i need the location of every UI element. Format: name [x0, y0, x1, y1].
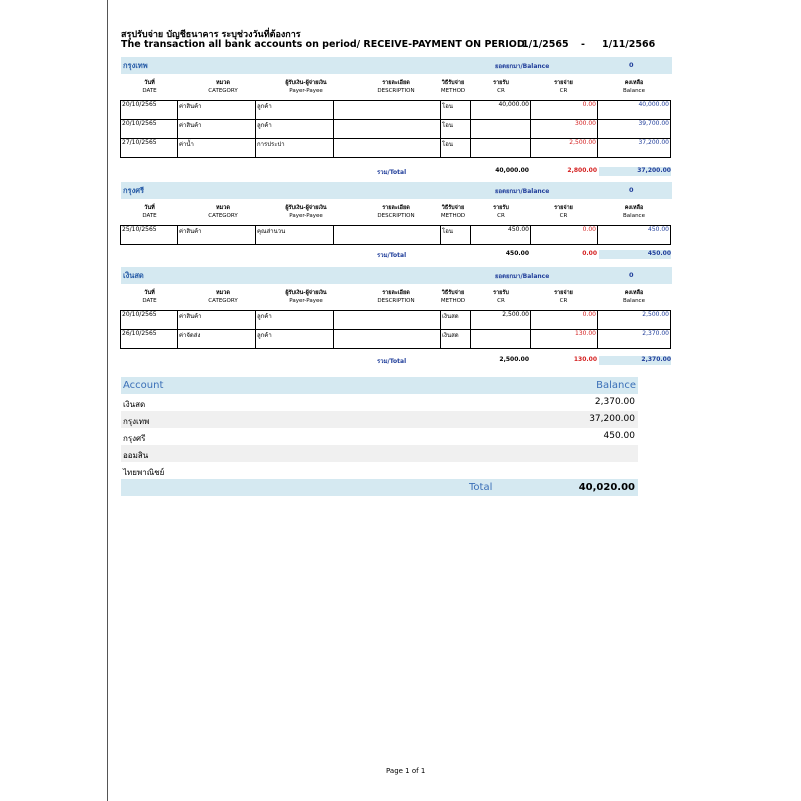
summary-account-name: เงินสด: [123, 400, 146, 409]
column-header-english: Balance: [623, 213, 645, 219]
cell-category: ค่าสินค้า: [178, 226, 256, 245]
summary-row: [121, 445, 638, 462]
table-row: [121, 101, 671, 120]
column-header-thai: วิธีรับจ่าย: [441, 80, 465, 86]
column-header-english: CR: [497, 88, 505, 94]
cell-balance: 40,000.00: [598, 101, 671, 120]
cell-category: ค่าน้ำ: [178, 139, 256, 158]
account-name: กรุงศรี: [123, 186, 145, 195]
cell-in: [471, 330, 531, 349]
column-header-english: CATEGORY: [208, 213, 238, 219]
cell-date: 27/10/2565: [121, 139, 178, 158]
column-header-bal: [599, 289, 669, 305]
column-header-english: DESCRIPTION: [377, 298, 415, 304]
cell-payer: ลูกค้า: [256, 311, 334, 330]
summary-account-name: กรุงเทพ: [123, 417, 150, 426]
cell-method: โอน: [441, 101, 471, 120]
summary-row: [121, 428, 638, 445]
summary-account-balance: 450.00: [603, 431, 635, 441]
cell-method: โอน: [441, 120, 471, 139]
cell-payer: ลูกค้า: [256, 330, 334, 349]
summary-row: [121, 411, 638, 428]
cell-date: 20/10/2565: [121, 120, 178, 139]
opening-balance-label: ยอดยกมา/Balance: [495, 63, 550, 70]
cell-desc: [334, 226, 441, 245]
total-in: 40,000.00: [495, 167, 529, 174]
cell-payer: คุณส่านวน: [256, 226, 334, 245]
opening-balance-value: 0: [629, 186, 634, 194]
column-header-desc: [346, 204, 446, 220]
total-balance: 450.00: [599, 250, 671, 259]
column-header-cat: [178, 289, 268, 305]
cell-category: ค่าจัดส่ง: [178, 330, 256, 349]
cell-out: 130.00: [531, 330, 598, 349]
column-header-english: METHOD: [440, 213, 466, 219]
cell-payer: ลูกค้า: [256, 120, 334, 139]
cell-date: 20/10/2565: [121, 311, 178, 330]
column-header-thai: หมวด: [216, 205, 230, 211]
column-header-thai: รายละเอียด: [382, 80, 410, 86]
column-header-thai: รายรับ: [493, 205, 509, 211]
report-title-thai: สรุปรับจ่าย บัญชีธนาคาร ระบุช่วงวันที่ต้องการ: [121, 30, 301, 40]
column-header-english: METHOD: [440, 298, 466, 304]
cell-in: [471, 139, 531, 158]
column-header-english: CR: [497, 298, 505, 304]
summary-total-row: [121, 479, 638, 496]
summary-total-value: 40,020.00: [578, 482, 635, 493]
total-out: 130.00: [573, 356, 597, 363]
summary-table: [121, 377, 638, 496]
total-label: รวม/Total: [377, 358, 407, 365]
account-section: [121, 57, 672, 176]
column-header-out: [536, 204, 591, 220]
column-header-thai: หมวด: [216, 80, 230, 86]
cell-in: 450.00: [471, 226, 531, 245]
summary-header: [121, 377, 638, 394]
column-header-method: [433, 79, 473, 95]
section-header-bar: [121, 267, 672, 284]
column-header-english: Payer-Payee: [289, 298, 323, 304]
cell-in: 2,500.00: [471, 311, 531, 330]
column-header-date: [121, 79, 178, 95]
cell-date: 20/10/2565: [121, 101, 178, 120]
column-header-english: DATE: [142, 298, 157, 304]
summary-account-heading: Account: [123, 380, 164, 391]
cell-desc: [334, 120, 441, 139]
column-header-method: [433, 204, 473, 220]
cell-desc: [334, 330, 441, 349]
column-header-english: CR: [559, 213, 568, 219]
column-header-cat: [178, 204, 268, 220]
column-header-thai: คงเหลือ: [624, 290, 644, 296]
cell-date: 25/10/2565: [121, 226, 178, 245]
section-header-bar: [121, 57, 672, 74]
column-header-thai: ผู้รับเงิน-ผู้จ่ายเงิน: [285, 205, 327, 211]
cell-balance: 37,200.00: [598, 139, 671, 158]
column-header-out: [536, 79, 591, 95]
cell-desc: [334, 101, 441, 120]
column-headers: [121, 74, 672, 96]
summary-account-name: ออมสิน: [123, 451, 149, 460]
column-header-english: DATE: [142, 88, 157, 94]
section-total-row: [121, 167, 672, 176]
column-header-english: Payer-Payee: [289, 88, 323, 94]
column-header-method: [433, 289, 473, 305]
column-header-thai: วันที่: [144, 80, 155, 86]
column-header-english: DESCRIPTION: [377, 213, 415, 219]
column-header-thai: วันที่: [144, 205, 155, 211]
account-name: กรุงเทพ: [123, 61, 148, 70]
column-header-english: Balance: [623, 88, 645, 94]
column-header-thai: ผู้รับเงิน-ผู้จ่ายเงิน: [285, 80, 327, 86]
date-from: 1/1/2565: [522, 39, 569, 50]
column-header-desc: [346, 79, 446, 95]
cell-category: ค่าสินค้า: [178, 311, 256, 330]
account-name: เงินสด: [123, 271, 144, 280]
total-label: รวม/Total: [377, 252, 407, 259]
account-section: [121, 182, 672, 259]
column-headers: [121, 284, 672, 306]
column-header-thai: รายจ่าย: [554, 205, 573, 211]
column-header-thai: รายจ่าย: [554, 80, 573, 86]
total-balance: 2,370.00: [599, 356, 671, 365]
report-title-english: The transaction all bank accounts on period/ RECEIVE-PAYMENT ON PERIOD: [121, 39, 525, 50]
cell-balance: 39,700.00: [598, 120, 671, 139]
column-header-thai: รายละเอียด: [382, 205, 410, 211]
summary-account-balance: 37,200.00: [589, 414, 635, 424]
summary-account-name: ไทยพาณิชย์: [123, 468, 165, 477]
column-header-payer: [261, 289, 351, 305]
column-header-english: CR: [497, 213, 505, 219]
cell-in: [471, 120, 531, 139]
cell-category: ค่าสินค้า: [178, 120, 256, 139]
column-header-english: Payer-Payee: [289, 213, 323, 219]
column-header-thai: คงเหลือ: [624, 80, 644, 86]
column-header-cat: [178, 79, 268, 95]
cell-desc: [334, 311, 441, 330]
column-header-thai: คงเหลือ: [624, 205, 644, 211]
cell-out: 0.00: [531, 311, 598, 330]
cell-payer: ลูกค้า: [256, 101, 334, 120]
column-header-thai: รายจ่าย: [554, 290, 573, 296]
opening-balance-label: ยอดยกมา/Balance: [495, 273, 550, 280]
cell-desc: [334, 139, 441, 158]
total-in: 2,500.00: [499, 356, 529, 363]
cell-out: 300.00: [531, 120, 598, 139]
cell-payer: การประปา: [256, 139, 334, 158]
total-out: 2,800.00: [567, 167, 597, 174]
column-header-date: [121, 289, 178, 305]
transaction-table: [120, 310, 671, 349]
column-header-thai: ผู้รับเงิน-ผู้จ่ายเงิน: [285, 290, 327, 296]
date-to: 1/11/2566: [602, 39, 656, 50]
column-header-thai: รายรับ: [493, 290, 509, 296]
cell-method: โอน: [441, 226, 471, 245]
column-header-in: [481, 79, 521, 95]
account-section: [121, 267, 672, 365]
summary-total-label: Total: [469, 482, 493, 493]
summary-account-name: กรุงศรี: [123, 434, 146, 443]
page-left-edge: [107, 0, 108, 801]
cell-category: ค่าสินค้า: [178, 101, 256, 120]
total-out: 0.00: [582, 250, 597, 257]
table-row: [121, 120, 671, 139]
section-total-row: [121, 356, 672, 365]
column-header-english: DESCRIPTION: [377, 88, 415, 94]
column-header-desc: [346, 289, 446, 305]
summary-account-balance: 2,370.00: [594, 397, 635, 407]
cell-balance: 450.00: [598, 226, 671, 245]
column-header-bal: [599, 79, 669, 95]
total-balance: 37,200.00: [599, 167, 671, 176]
column-header-thai: หมวด: [216, 290, 230, 296]
column-header-english: CR: [559, 298, 568, 304]
column-header-in: [481, 204, 521, 220]
cell-balance: 2,500.00: [598, 311, 671, 330]
cell-method: โอน: [441, 139, 471, 158]
section-header-bar: [121, 182, 672, 199]
total-in: 450.00: [505, 250, 529, 257]
column-header-english: CATEGORY: [208, 298, 238, 304]
opening-balance-value: 0: [629, 61, 634, 69]
section-total-row: [121, 250, 672, 259]
cell-out: 0.00: [531, 101, 598, 120]
total-label: รวม/Total: [377, 169, 407, 176]
column-header-thai: วิธีรับจ่าย: [441, 205, 465, 211]
column-header-english: DATE: [142, 213, 157, 219]
column-header-english: CATEGORY: [208, 88, 238, 94]
column-headers: [121, 199, 672, 221]
column-header-thai: วิธีรับจ่าย: [441, 290, 465, 296]
date-separator: -: [581, 39, 585, 50]
summary-row: [121, 394, 638, 411]
opening-balance-label: ยอดยกมา/Balance: [495, 188, 550, 195]
column-header-thai: วันที่: [144, 290, 155, 296]
page-footer: Page 1 of 1: [386, 767, 426, 775]
transaction-table: [120, 100, 671, 158]
column-header-date: [121, 204, 178, 220]
column-header-payer: [261, 79, 351, 95]
column-header-english: Balance: [623, 298, 645, 304]
cell-out: 0.00: [531, 226, 598, 245]
opening-balance-value: 0: [629, 271, 634, 279]
table-row: [121, 311, 671, 330]
column-header-thai: รายละเอียด: [382, 290, 410, 296]
column-header-english: CR: [559, 88, 568, 94]
cell-method: เงินสด: [441, 330, 471, 349]
cell-method: เงินสด: [441, 311, 471, 330]
cell-in: 40,000.00: [471, 101, 531, 120]
summary-balance-heading: Balance: [596, 380, 636, 391]
table-row: [121, 330, 671, 349]
table-row: [121, 139, 671, 158]
transaction-table: [120, 225, 671, 245]
column-header-thai: รายรับ: [493, 80, 509, 86]
column-header-in: [481, 289, 521, 305]
cell-balance: 2,370.00: [598, 330, 671, 349]
table-row: [121, 226, 671, 245]
column-header-payer: [261, 204, 351, 220]
column-header-bal: [599, 204, 669, 220]
cell-out: 2,500.00: [531, 139, 598, 158]
column-header-english: METHOD: [440, 88, 466, 94]
cell-date: 26/10/2565: [121, 330, 178, 349]
summary-row: [121, 462, 638, 479]
column-header-out: [536, 289, 591, 305]
